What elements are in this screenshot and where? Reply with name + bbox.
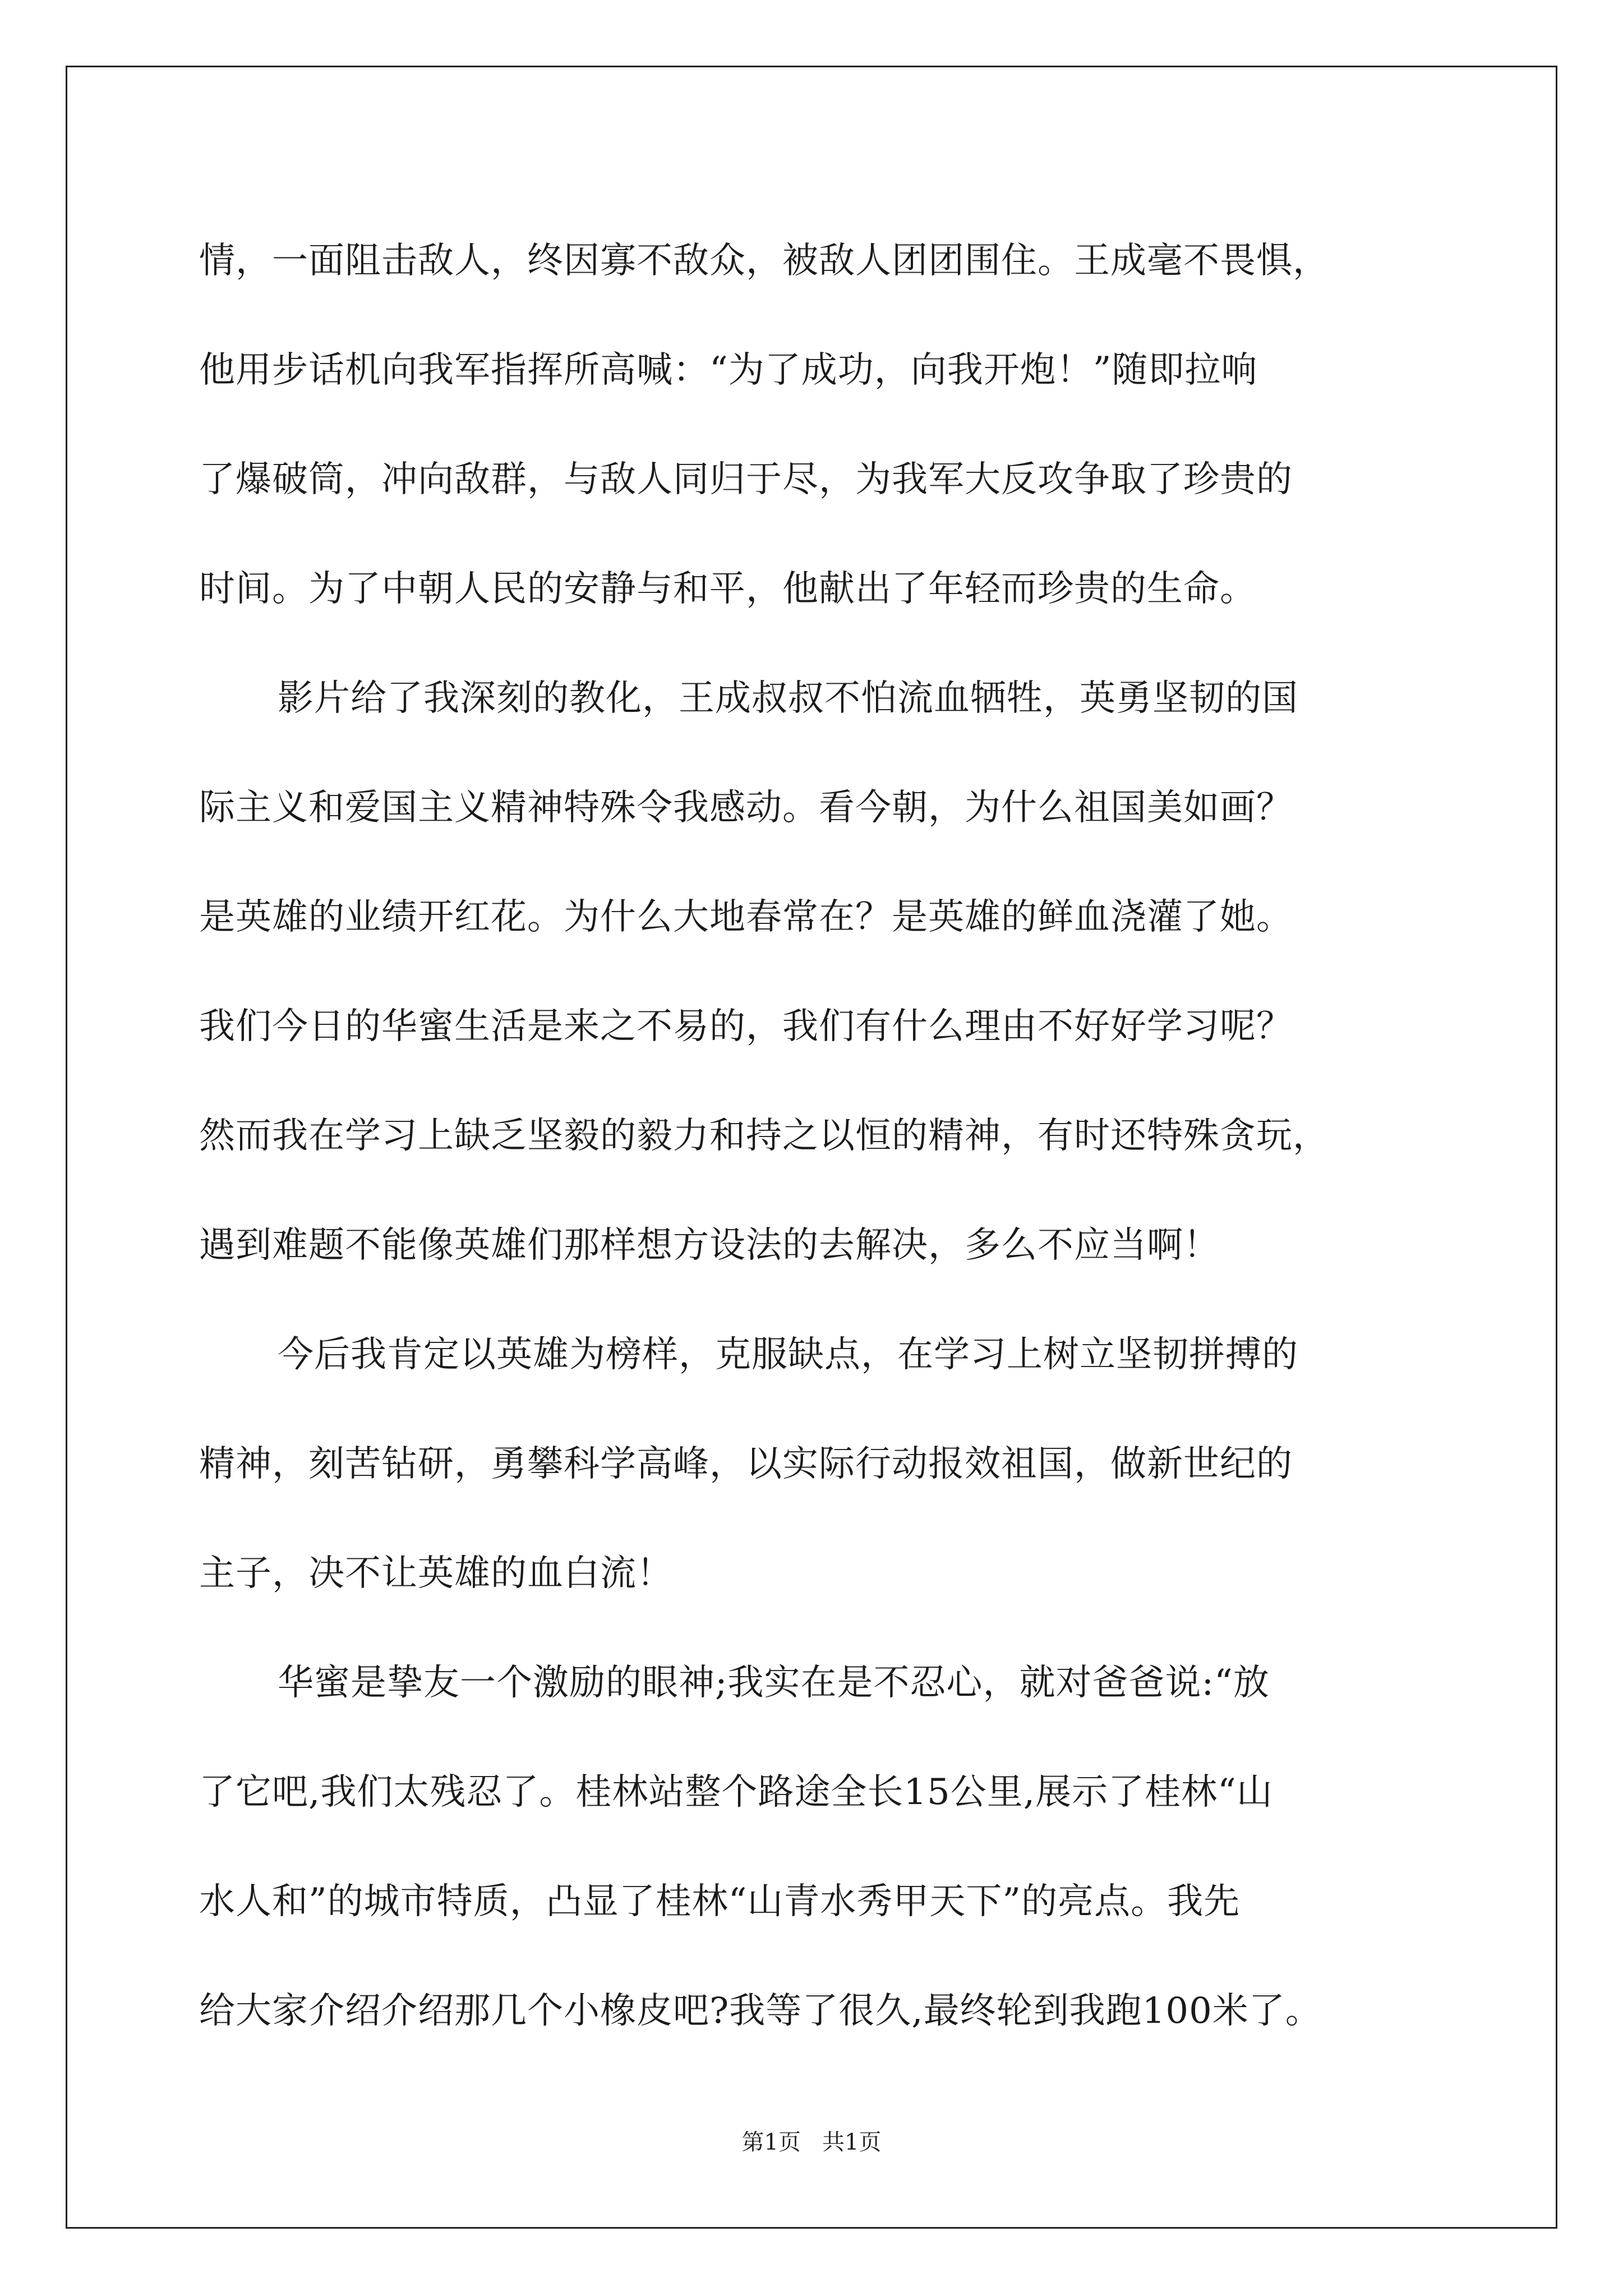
- page-footer: 第1页 共1页: [741, 2129, 882, 2155]
- paragraph-3-line-3: 主子，决不让英雄的血白流！: [199, 1553, 673, 1594]
- paragraph-1-line-2: 他用步话机向我军指挥所高喊：“为了成功，向我开炮！”随即拉响: [199, 349, 1258, 391]
- paragraph-4-line-2: 了它吧,我们太残忍了。桂林站整个路途全长15公里,展示了桂林“山: [199, 1772, 1273, 1813]
- paragraph-2-line-3: 是英雄的业绩开红花。为什么大地春常在？是英雄的鲜血浇灌了她。: [199, 896, 1293, 938]
- paragraph-4-line-3: 水人和”的城市特质，凸显了桂林“山青水秀甲天下”的亮点。我先: [199, 1881, 1241, 1922]
- paragraph-4-line-4: 给大家介绍介绍那几个小橡皮吧?我等了很久,最终轮到我跑100米了。: [199, 1990, 1322, 2032]
- document-body: [199, 206, 1433, 2066]
- paragraph-3-line-1: 今后我肯定以英雄为榜样，克服缺点，在学习上树立坚韧拼搏的: [278, 1334, 1298, 1375]
- paragraph-2-line-2: 际主义和爱国主义精神特殊令我感动。看今朝，为什么祖国美如画？: [199, 787, 1293, 829]
- paragraph-1-line-1: 情，一面阻击敌人，终因寡不敌众，被敌人团团围住。王成毫不畏惧，: [199, 240, 1329, 282]
- paragraph-4-line-1: 华蜜是挚友一个激励的眼神;我实在是不忍心，就对爸爸说:“放: [278, 1662, 1270, 1704]
- paragraph-3-line-2: 精神，刻苦钻研，勇攀科学高峰，以实际行动报效祖国，做新世纪的: [199, 1443, 1293, 1485]
- paragraph-1-line-4: 时间。为了中朝人民的安静与和平，他献出了年轻而珍贵的生命。: [199, 568, 1256, 610]
- paragraph-2-line-6: 遇到难题不能像英雄们那样想方设法的去解决，多么不应当啊！: [199, 1225, 1220, 1266]
- paragraph-2-line-5: 然而我在学习上缺乏坚毅的毅力和持之以恒的精神，有时还特殊贪玩，: [199, 1115, 1329, 1157]
- paragraph-2-line-1: 影片给了我深刻的教化，王成叔叔不怕流血牺牲，英勇坚韧的国: [278, 678, 1298, 719]
- paragraph-2-line-4: 我们今日的华蜜生活是来之不易的，我们有什么理由不好好学习呢？: [199, 1006, 1293, 1047]
- paragraph-1-line-3: 了爆破筒，冲向敌群，与敌人同归于尽，为我军大反攻争取了珍贵的: [199, 459, 1293, 500]
